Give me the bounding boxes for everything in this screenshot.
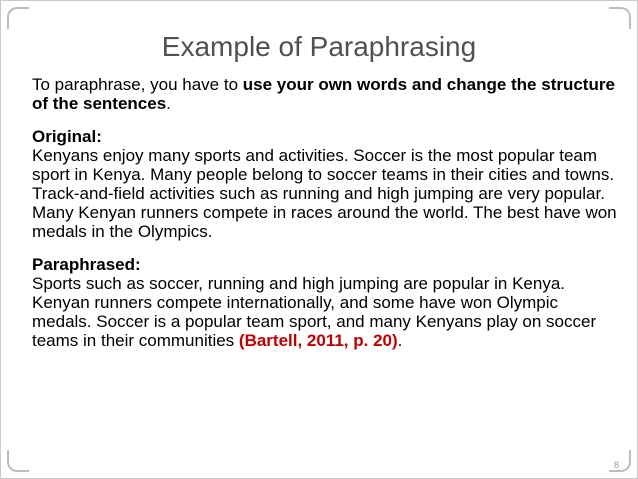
corner-ornament: [7, 7, 29, 29]
paraphrased-heading: Paraphrased:: [32, 255, 141, 274]
corner-ornament: [609, 450, 631, 472]
original-heading: Original:: [32, 127, 102, 146]
intro-text: To paraphrase, you have to: [32, 75, 243, 94]
page-number: 8: [613, 460, 619, 470]
intro-end: .: [166, 94, 171, 113]
paraphrased-text: Sports such as soccer, running and high jumping are popular in Kenya. Kenyan runners compete internationally, and some have won Olympic medals. Soccer is a popular team sport, and many Kenyans play on soccer teams in their communities: [32, 274, 597, 350]
slide-title: Example of Paraphrasing: [161, 31, 477, 62]
intro-emphasis: use your own words and change the structure of the sentences: [32, 75, 615, 113]
slide-body: [32, 75, 622, 350]
citation: (Bartell, 2011, p. 20): [238, 331, 398, 350]
original-text: Kenyans enjoy many sports and activities. Soccer is the most popular team sport in Kenya. Many people belong to soccer teams in their cities and towns. Track-and-field activities such as running and high jumping are very popular. Many Kenyan runners compete in races around the world. The best have won medals in the Olympics.: [32, 146, 617, 241]
intro-paragraph: [32, 75, 622, 113]
paraphrased-end: .: [397, 331, 403, 350]
corner-ornament: [609, 7, 631, 29]
paraphrased-paragraph: [32, 274, 622, 350]
corner-ornament: [7, 450, 29, 472]
